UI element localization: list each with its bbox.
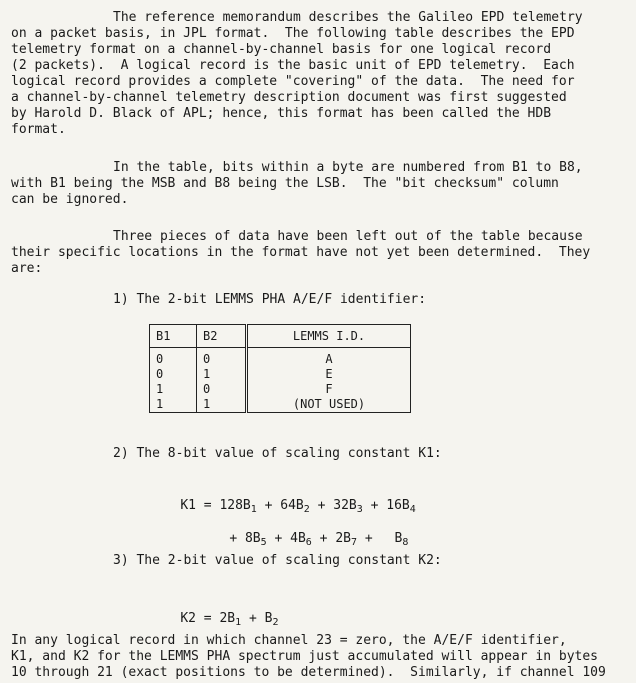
k2-equation: $K2 = 2B_1 + B_2$ (180, 611, 279, 628)
equation-term: $2B_7$ + (335, 531, 381, 548)
paragraph-3-line: their specific locations in the format have not yet been determined. They (11, 245, 591, 260)
cell-lemms-id: (NOT USED) (292, 397, 366, 411)
equation-term: $128B_1$ + (219, 498, 281, 515)
paragraph-2-line: can be ignored. (11, 192, 129, 207)
paragraph-1-line: logical record provides a complete "covering" of the data. The need for (11, 74, 575, 89)
column-header-b1: B1 (150, 325, 197, 348)
equation-term: $4B_6$ + (290, 531, 336, 548)
paragraph-2-line: In the table, bits within a byte are numbered from B1 to B8, (113, 160, 583, 175)
paragraph-4-line: K1, and K2 for the LEMMS PHA spectrum just accumulated will appear in bytes (11, 649, 598, 664)
list-item-2: 2) The 8-bit value of scaling constant K1: (113, 446, 442, 461)
cell-b1: 1 (150, 382, 197, 397)
lemms-id-table (149, 324, 411, 413)
paragraph-4-line: 10 through 21 (exact positions to be determined). Similarly, if channel 109 (11, 665, 606, 680)
paragraph-1-line: by Harold D. Black of APL; hence, this format has been called the HDB (11, 106, 552, 121)
paragraph-4-line: In any logical record in which channel 23 = zero, the A/E/F identifier, (11, 633, 567, 648)
table-row (150, 348, 411, 368)
table-row (150, 382, 411, 397)
equation-term: $64B_2$ + (280, 498, 334, 515)
list-item-3: 3) The 2-bit value of scaling constant K2: (113, 553, 442, 568)
paragraph-1-line: The reference memorandum describes the Galileo EPD telemetry (113, 10, 583, 25)
equation-term: + $8B_5$ + (229, 531, 291, 548)
column-header-b2: B2 (197, 325, 247, 348)
cell-lemms-id: A (325, 352, 333, 366)
equation-term: $B_8$ (394, 531, 409, 548)
paragraph-3-line: are: (11, 261, 43, 276)
column-header-lemms-id: LEMMS I.D. (247, 325, 411, 348)
paragraph-2-line: with B1 being the MSB and B8 being the LSB. The "bit checksum" column (11, 176, 559, 191)
cell-b2: 1 (197, 367, 247, 382)
equation-lhs: K1 = (180, 498, 220, 513)
list-item-1: 1) The 2-bit LEMMS PHA A/E/F identifier: (113, 292, 427, 307)
paragraph-3-line: Three pieces of data have been left out of the table because (113, 229, 583, 244)
cell-b2: 0 (197, 382, 247, 397)
paragraph-1-line: on a packet basis, in JPL format. The following table describes the EPD (11, 26, 575, 41)
paragraph-1-line: (2 packets). A logical record is the basic unit of EPD telemetry. Each (11, 58, 575, 73)
cell-b2: 0 (197, 348, 247, 368)
paragraph-1-line: format. (11, 122, 66, 137)
paragraph-1-line: a channel-by-channel telemetry description document was first suggested (11, 90, 567, 105)
table-header-row (150, 325, 411, 348)
cell-b1: 0 (150, 348, 197, 368)
paragraph-1-line: telemetry format on a channel-by-channel basis for one logical record (11, 42, 552, 57)
cell-b2: 1 (197, 397, 247, 413)
cell-b1: 0 (150, 367, 197, 382)
equation-term: $32B_3$ + (333, 498, 387, 515)
equation-term: $16B_4$ (386, 498, 416, 515)
cell-b1: 1 (150, 397, 197, 413)
cell-lemms-id: F (325, 382, 333, 396)
table-row (150, 397, 411, 413)
cell-lemms-id: E (325, 367, 333, 381)
table-row (150, 367, 411, 382)
